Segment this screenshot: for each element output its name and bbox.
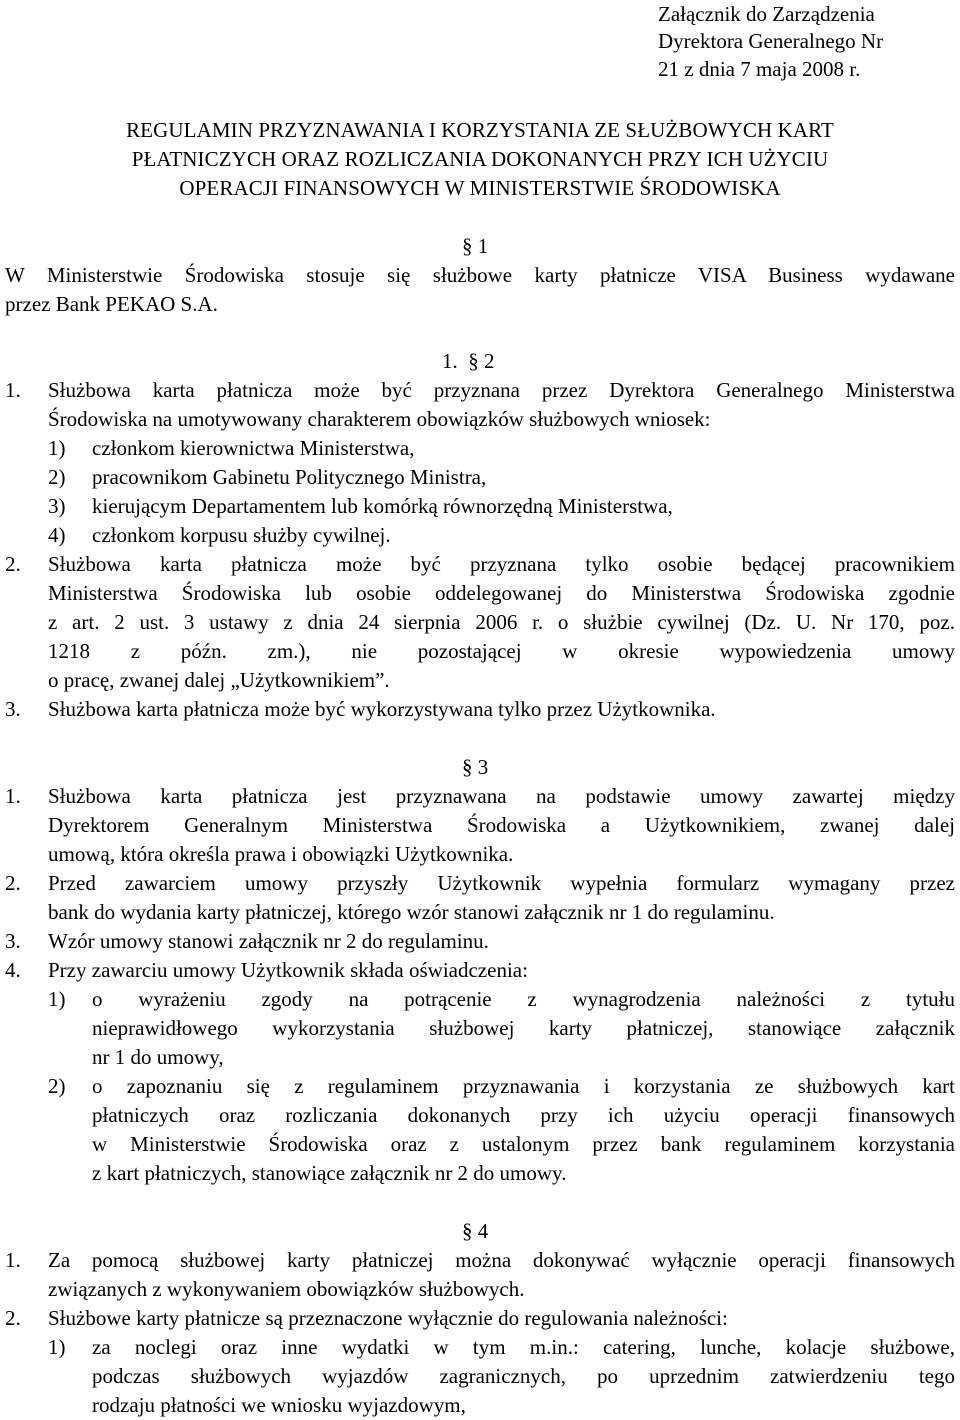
list-item-line: podczas służbowych wyjazdów zagranicznych, po uprzednim zatwierdzeniu tego (92, 1364, 955, 1388)
document-title-line: OPERACJI FINANSOWYCH W MINISTERSTWIE ŚRODOWISKA (179, 176, 781, 200)
paragraph-line: Przed zawarciem umowy przyszły Użytkownik wypełnia formularz wymagany przez (48, 871, 955, 895)
list-item-line: płatniczych oraz rozliczania dokonanych przy ich użyciu operacji finansowych (92, 1103, 955, 1127)
header-line: Załącznik do Zarządzenia (658, 2, 875, 26)
paragraph-number: 2. (5, 871, 21, 895)
section-heading: § 3 (462, 755, 489, 779)
paragraph-number: 1. (5, 1248, 21, 1272)
list-item-number: 2) (48, 1074, 66, 1098)
list-item-line: nr 1 do umowy, (92, 1045, 224, 1069)
paragraph-line: Za pomocą służbowej karty płatniczej można dokonywać wyłącznie operacji finansowych (48, 1248, 955, 1272)
paragraph-number: 3. (5, 929, 21, 953)
paragraph-line: Wzór umowy stanowi załącznik nr 2 do regulaminu. (48, 929, 489, 953)
paragraph-line: umową, która określa prawa i obowiązki Użytkownika. (48, 842, 514, 866)
paragraph-line: o pracę, zwanej dalej „Użytkownikiem”. (48, 668, 390, 692)
paragraph-line: związanych z wykonywaniem obowiązków służbowych. (48, 1277, 525, 1301)
list-item: członkom korpusu służby cywilnej. (92, 523, 391, 547)
section-sign: § (462, 234, 473, 258)
section-sign: § (462, 755, 473, 779)
paragraph-line: Służbowa karta płatnicza może być wykorzystywana tylko przez Użytkownika. (48, 697, 716, 721)
list-item-number: 4) (48, 523, 66, 547)
document-title-line: REGULAMIN PRZYZNAWANIA I KORZYSTANIA ZE SŁUŻBOWYCH KART (126, 118, 834, 142)
paragraph-line: 1218 z późn. zm.), nie pozostającej w okresie wypowiedzenia umowy (48, 639, 955, 663)
paragraph-number: 1. (5, 378, 21, 402)
section-heading: 1. § 2 (442, 349, 495, 373)
list-item-number: 1) (48, 987, 66, 1011)
section-heading: § 1 (462, 234, 489, 258)
list-item-number: 1) (48, 1335, 66, 1359)
list-item-number: 2) (48, 465, 66, 489)
list-item: kierującym Departamentem lub komórką równorzędną Ministerstwa, (92, 494, 673, 518)
paragraph-line: Służbowe karty płatnicze są przeznaczone wyłącznie do regulowania należności: (48, 1306, 728, 1330)
section-heading: § 4 (462, 1219, 489, 1243)
list-item-line: z kart płatniczych, stanowiące załącznik nr 2 do umowy. (92, 1161, 567, 1185)
list-item-line: nieprawidłowego wykorzystania służbowej karty płatniczej, stanowiące załącznik (92, 1016, 955, 1040)
paragraph-line: Służbowa karta płatnicza jest przyznawana na podstawie umowy zawartej między (48, 784, 955, 808)
paragraph-number: 1. (5, 784, 21, 808)
paragraph-line: Przy zawarciu umowy Użytkownik składa oświadczenia: (48, 958, 528, 982)
paragraph-number: 2. (5, 1306, 21, 1330)
list-item-line: za noclegi oraz inne wydatki w tym m.in.: catering, lunche, kolacje służbowe, (92, 1335, 955, 1359)
list-item-line: o wyrażeniu zgody na potrącenie z wynagrodzenia należności z tytułu (92, 987, 955, 1011)
paragraph-number: 4. (5, 958, 21, 982)
paragraph-line: przez Bank PEKAO S.A. (5, 292, 218, 316)
list-item-number: 1) (48, 436, 66, 460)
paragraph-line: Dyrektorem Generalnym Ministerstwa Środowiska a Użytkownikiem, zwanej dalej (48, 813, 955, 837)
paragraph-line: bank do wydania karty płatniczej, którego wzór stanowi załącznik nr 1 do regulaminu. (48, 900, 775, 924)
paragraph-number: 2. (5, 552, 21, 576)
header-line: Dyrektora Generalnego Nr (658, 29, 884, 53)
paragraph-line: Środowiska na umotywowany charakterem obowiązków służbowych wniosek: (48, 407, 711, 431)
list-item-line: w Ministerstwie Środowiska oraz z ustalonym przez bank regulaminem korzystania (92, 1132, 955, 1156)
paragraph-line: W Ministerstwie Środowiska stosuje się służbowe karty płatnicze VISA Business wydawane (5, 263, 955, 287)
list-item-line: rodzaju płatności we wniosku wyjazdowym, (92, 1393, 466, 1417)
list-item: pracownikom Gabinetu Politycznego Ministra, (92, 465, 487, 489)
paragraph-line: Służbowa karta płatnicza może być przyznana tylko osobie będącej pracownikiem (48, 552, 955, 576)
document-title-line: PŁATNICZYCH ORAZ ROZLICZANIA DOKONANYCH PRZY ICH UŻYCIU (131, 147, 829, 171)
paragraph-number: 3. (5, 697, 21, 721)
list-item-number: 3) (48, 494, 66, 518)
section-sign: § (468, 349, 479, 373)
header-line: 21 z dnia 7 maja 2008 r. (658, 57, 861, 81)
list-item: członkom kierownictwa Ministerstwa, (92, 436, 415, 460)
paragraph-line: Ministerstwa Środowiska lub osobie oddelegowanej do Ministerstwa Środowiska zgodnie (48, 581, 955, 605)
paragraph-line: z art. 2 ust. 3 ustawy z dnia 24 sierpnia 2006 r. o służbie cywilnej (Dz. U. Nr 170, poz. (48, 610, 955, 634)
list-item-line: o zapoznaniu się z regulaminem przyznawania i korzystania ze służbowych kart (92, 1074, 955, 1098)
section-sign: § (462, 1219, 473, 1243)
paragraph-line: Służbowa karta płatnicza może być przyznana przez Dyrektora Generalnego Ministerstwa (48, 378, 955, 402)
